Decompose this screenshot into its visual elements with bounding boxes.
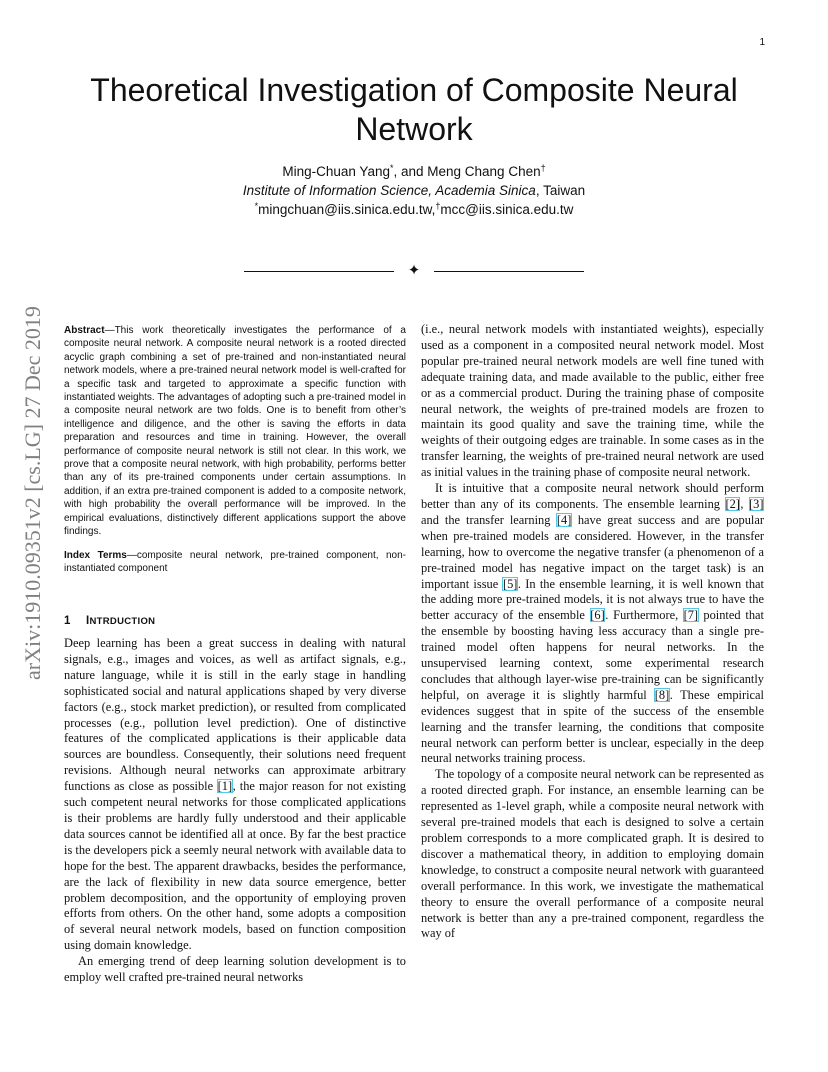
citation-link[interactable]: [3] (749, 496, 764, 511)
index-terms: Index Terms—composite neural network, pre-trained component, non-instantiated component (64, 549, 406, 574)
abstract (64, 324, 406, 575)
divider-line-left (244, 271, 394, 272)
right-column-body (421, 322, 764, 942)
arxiv-identifier: arXiv:1910.09351v2 [cs.LG] 27 Dec 2019 (20, 306, 45, 680)
citation-link[interactable]: [4] (556, 512, 572, 527)
author-block (70, 162, 758, 219)
paragraph: An emerging trend of deep learning solution development is to employ well crafted pre-trained neural networks (64, 954, 406, 985)
author-affiliation: Institute of Information Science, Academia Sinica, Taiwan (242, 183, 586, 198)
title-divider (244, 261, 584, 279)
paragraph: The topology of a composite neural network can be represented as a rooted directed graph. For instance, an ensemble learning can be represented as 1-level graph, while a composite neural network with several pre-trained models that each is designed to solve a certain problem corresponds to a more complicated graph. It is desired to discover a mathematical theory, in addition to employing domain knowledge, to construct a composite neural network with guaranteed overall performance. In this work, we investigate the mathematical theory to ensure the overall performance of a composite neural network is better than any a pre-trained component, regardless the way of (421, 767, 764, 941)
left-column-body (64, 636, 406, 986)
page-number: 1 (759, 37, 765, 48)
citation-link[interactable]: [2] (725, 496, 740, 511)
citation-link[interactable]: [7] (683, 608, 699, 623)
paper-title: Theoretical Investigation of Composite Neural Network (90, 72, 738, 147)
divider-star-icon: ✦ (407, 261, 421, 279)
paragraph: (i.e., neural network models with instantiated weights), especially used as a component in a composited neural network model. Most popular pre-trained neural network models are well fine tuned with adequate training data, and made available to the public, either free or as a commercial product. During the training phase of composite neural network, the weights of pre-trained models are frozen to maintain its good quality and save the training time, while the weights of their outgoing edges are trainable. In some cases as in the transfer learning, the weights of pre-trained neural network are used as initial values in the training phase of composite neural network. (421, 322, 764, 480)
section-heading-introduction: 1 INTRDUCTION (64, 615, 156, 627)
author-emails: *mingchuan@iis.sinica.edu.tw,†mcc@iis.sinica.edu.tw (254, 201, 574, 217)
paragraph: Deep learning has been a great success in dealing with natural signals, e.g., images and voices, as well as artifact signals, e.g., nature language, while it is still in the early stage in handling sophisticated social and natural applications shaped by very diverse factors (e.g., stock market prediction), or resulted from complicated processes (e.g., pollution level prediction). One of distinctive features of the complicated applications is their applicable data sources are boundless. Consequently, their solutions need frequent revisions. Although neural networks can approximate arbitrary functions as close as possible [1], the major reason for not existing such competent neural networks for those complicated applications is their problems are hardly fully understood and their applicable data sources cannot be identified all at once. By far the best practice is the developers pick a seemly neural network with available data to hope for the best. The apparent drawbacks, besides the performance, are the lack of flexibility in new data source emergence, better problem decomposition, and the opportunity of employing proven efforts from others. On the other hand, some adopts a composition of several neural network models, based on function composition using domain knowledge. (64, 636, 406, 953)
citation-link[interactable]: [6] (590, 608, 605, 623)
paragraph: It is intuitive that a composite neural network should perform better than any of its components. The ensemble learning [2], [3] and the transfer learning [4] have great success and are popular when pre-trained models are considered. However, in the transfer learning, how to overcome the negative transfer (a phenomenon of a pre-trained model has negative impact on the target task) is an important issue [5]. In the ensemble learning, it is well known that the adding more pre-trained models, it is not always true to have the better accuracy of the ensemble [6]. Furthermore, [7] pointed that the ensemble by boosting having less accuracy than a single pre-trained model often happens for neural networks. In the unsupervised learning context, some experimental research concludes that although layer-wise pre-training can be significantly helpful, on average it is slightly harmful [8]. These empirical evidences suggest that in spite of the success of the ensemble learning and the transfer learning, the conditions that composite neural network can perform better is unclear, especially in the deep neural networks training process. (421, 481, 765, 766)
author-names: Ming-Chuan Yang*, and Meng Chang Chen† (282, 163, 546, 179)
citation-link[interactable]: [1] (217, 779, 233, 794)
citation-link[interactable]: [8] (654, 687, 670, 702)
abstract-paragraph: Abstract—This work theoretically investigates the performance of a composite neural network. A composite neural network is a rooted directed acyclic graph combining a set of pre-trained and non-instantiated neural network models, where a pre-trained neural network model is well-crafted for a specific task and targeted to approximate a specific function with instantiated weights. The advantages of adopting such a pre-trained model in a composite neural network are two folds. One is to benefit from other’s intelligence and diligence, and the other is saving the efforts in data preparation and resources and time in training. However, the overall performance of composite neural network is still not clear. In this work, we prove that a composite neural network, with high probability, performs better than any of its pre-trained components under certain assumptions. In addition, if an extra pre-trained component is added to a composite network, with high probability the overall performance will be improved. In the empirical evaluations, distinctively different applications support the above findings. (64, 325, 406, 538)
divider-line-right (434, 271, 584, 272)
citation-link[interactable]: [5] (502, 576, 518, 591)
